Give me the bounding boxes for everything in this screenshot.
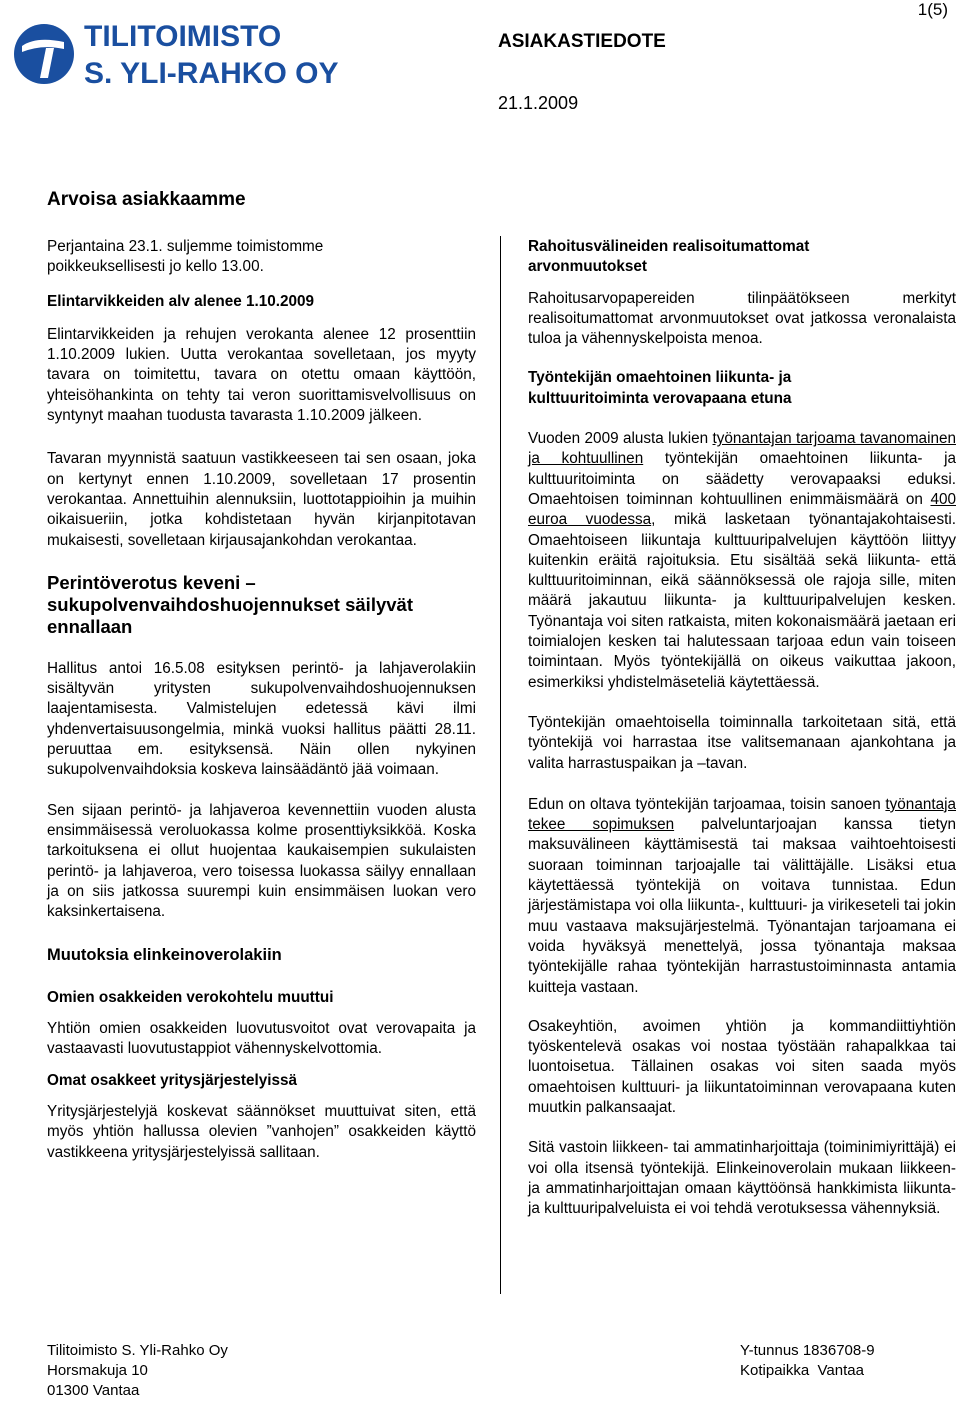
business-tax-heading: Muutoksia elinkeinoverolakiin bbox=[47, 946, 282, 965]
left-column bbox=[47, 237, 476, 1163]
footer-street: Horsmakuja 10 bbox=[47, 1362, 148, 1379]
provider-paragraph bbox=[528, 795, 956, 998]
footer-address bbox=[47, 1341, 228, 1401]
firm-name-line1: TILITOIMISTO bbox=[84, 20, 282, 53]
own-shares-heading: Omien osakkeiden verokohtelu muuttui bbox=[47, 988, 334, 1006]
footer-domicile: Kotipaikka Vantaa bbox=[740, 1362, 864, 1379]
underlined-amount: 400 euroa vuodessa bbox=[528, 490, 956, 529]
sole-trader-paragraph: Sitä vastoin liikkeen- tai ammatinharjoittaja (toiminimiyrittäjä) ei voi olla itsensä työntekijä. Elinkeinoverolain mukaan liikkeen- ja ammatinharjoittajan omaan käyttöönsä hankkimista liikunta- ja kulttuuripalveluista ei voi tehdä verotuksessa vähennyksiä. bbox=[528, 1139, 956, 1218]
restructuring-heading: Omat osakkeet yritysjärjestelyissä bbox=[47, 1071, 298, 1089]
financial-instruments-paragraph: Rahoitusarvopapereiden tilinpäätökseen merkityt realisoitumattomat arvonmuutokset ovat jatkossa veronalaista tuloa ja vähennyskelpoista menoa. bbox=[528, 289, 956, 348]
recreation-benefit-heading: Työntekijän omaehtoinen liikunta- ja kulttuuritoiminta verovapaana etuna bbox=[528, 369, 792, 407]
vat-paragraph: Elintarvikkeiden ja rehujen verokanta alenee 12 prosenttiin 1.10.2009 lukien. Uutta verokantaa sovelletaan, jos myyty tavara on toimitettu, tavara on otettu omaan käyttöön, yhteisöhankinta on tehty tai veron suorittamisvelvollisuus on syntynyt maahan tuodusta tavarasta 1.10.2009 jälkeen. bbox=[47, 325, 476, 425]
footer-business-id: Y-tunnus 1836708-9 bbox=[740, 1342, 875, 1359]
office-closure-text: Perjantaina 23.1. suljemme toimistomme poikkeuksellisesti jo kello 13.00. bbox=[47, 238, 324, 276]
firm-logo-icon bbox=[12, 22, 76, 86]
recreation-benefit-paragraph bbox=[528, 429, 956, 693]
own-initiative-paragraph: Työntekijän omaehtoisella toiminnalla tarkoitetaan sitä, että työntekijä voi harrastaa itse valitsemanaan ajankohtana ja valita harrastuspaikan ja –tavan. bbox=[528, 713, 956, 772]
vat-paragraph-2: Tavaran myynnistä saatuun vastikkeeseen tai sen osaan, joka on kertynyt ennen 1.10.2009, sovelletaan 17 prosentin verokantaa. Annettuihin alennuksiin, luottotappioihin ja muihin oikaisueriin, jotka kohdistetaan hyvän kirjanpitotavan mukaisesti, sovelletaan kirjausajankohdan verokantaa. bbox=[47, 450, 476, 549]
vat-heading: Elintarvikkeiden alv alenee 1.10.2009 bbox=[47, 292, 315, 310]
inheritance-paragraph-1: Hallitus antoi 16.5.08 esityksen perintö- ja lahjaverolakiin sisältyvän yritysten sukupolvenvaihdoshuojennuksen laajentamisesta. Valmistelujen edetessä kävi ilmi yhdenvertaisuusongelmia, minkä vuoksi hallitus päätti 28.11. peruuttaa em. esityksensä. Näin ollen nykyinen sukupolvenvaihdoksia koskeva lainsäädäntö jää voimaan. bbox=[47, 659, 476, 779]
right-column bbox=[528, 237, 956, 1219]
underlined-phrase: työnantaja tekee sopimuksen bbox=[528, 795, 956, 834]
firm-name-line2: S. YLI-RAHKO OY bbox=[84, 57, 339, 90]
text-fragment: , mikä lasketaan työnantajakohtaisesti. Omaehtoiseen liikuntaja kulttuuripalvelujen käyttöön liittyy kuitenkin eräitä rajoituksia. Etu sisältää sekä liikunta- että kulttuuritoiminnan, eikä säännöksessä ole rajoja sille, miten määrä jakautuu liikunta- ja kulttuuripalvelujen kesken. Työnantaja voi siten ratkaista, miten kokonaismäärä jaetaan eri toimialojen kesken tai halutessaan tarjoaa edun vain toiseen toimintaan. Myös työntekijällä on oikeus vaikuttaa jakoon, esimerkiksi yhdistelmäseteliä käytettäessä. bbox=[528, 511, 956, 691]
document-date: 21.1.2009 bbox=[498, 93, 579, 113]
greeting: Arvoisa asiakkaamme bbox=[47, 189, 246, 210]
inheritance-paragraph-2: Sen sijaan perintö- ja lahjaveroa kevennettiin vuoden alusta ensimmäisessä veroluokassa kolme prosenttiyksikköä. Koska tarkoituksena ei ollut huojentaa kaukaisempien sukulaisten perintö- ja lahjaveroa, vero toisessa luokassa säilyy ennallaan ja on siis jatkossa suurempi kuin ensimmäisen luokan vero kaksinkertaisena. bbox=[47, 801, 476, 921]
footer-company-name: Tilitoimisto S. Yli-Rahko Oy bbox=[47, 1342, 228, 1359]
text-fragment: palveluntarjoajan kanssa tietyn maksuvälineen käyttämisestä tai maksaa vaihtoehtoisesti suoraan toiminnan tarjoajalle tai välittäjälle. Lisäksi etua käytettäessä työntekijä on voitava tunnistaa. Edun järjestämistapa voi olla liikunta-, kulttuuri- ja virikeseteli tai jokin muu vastaava maksujärjestelmä. Työnantajan tarjoamana ei voida hyväksyä menettelyä, jossa työnantaja maksaa työntekijälle rahaa työntekijän harrastustoiminnasta antamia kuitteja vastaan. bbox=[528, 816, 956, 996]
partner-paragraph: Osakeyhtiön, avoimen yhtiön ja kommandiittiyhtiön työskentelevä osakas voi nostaa työstään rahapalkkaa tai luontoisetua. Tällainen osakas voi siten saada myös omaehtoisen kulttuuri- ja liikuntatoiminnan verovapaana kuten muutkin palkansaajat. bbox=[528, 1017, 956, 1116]
own-shares-paragraph: Yhtiön omien osakkeiden luovutusvoitot ovat verovapaita ja vastaavasti luovutustappiot vähennyskelvottomia. bbox=[47, 1020, 476, 1058]
financial-instruments-heading: Rahoitusvälineiden realisoitumattomat arvonmuutokset bbox=[528, 238, 810, 276]
text-fragment: työntekijän omaehtoinen liikunta- ja kulttuuritoiminta on säädetty verovapaaksi eduksi. Omaehtoisen toiminnan kohtuullinen enimmäismäärä on bbox=[528, 450, 956, 508]
document-type: ASIAKASTIEDOTE bbox=[498, 31, 666, 52]
footer-city: 01300 Vantaa bbox=[47, 1382, 140, 1399]
text-fragment: Edun on oltava työntekijän tarjoamaa, toisin sanoen bbox=[528, 795, 886, 813]
page-number: 1(5) bbox=[917, 0, 948, 19]
footer-company-info bbox=[740, 1341, 882, 1381]
inheritance-heading: Perintöverotus keveni – sukupolvenvaihdoshuojennukset säilyvät ennallaan bbox=[47, 571, 413, 637]
underlined-phrase: työnantajan tarjoama tavanomainen ja kohtuullinen bbox=[528, 430, 956, 468]
text-fragment: Vuoden 2009 alusta lukien bbox=[528, 430, 713, 448]
column-divider bbox=[500, 236, 501, 1294]
restructuring-paragraph: Yritysjärjestelyjä koskevat säännökset muuttuivat siten, että myös yhtiön hallussa olevien ”vanhojen” osakkeiden käyttö vastikkeena yritysjärjestelyissä sallitaan. bbox=[47, 1102, 476, 1161]
